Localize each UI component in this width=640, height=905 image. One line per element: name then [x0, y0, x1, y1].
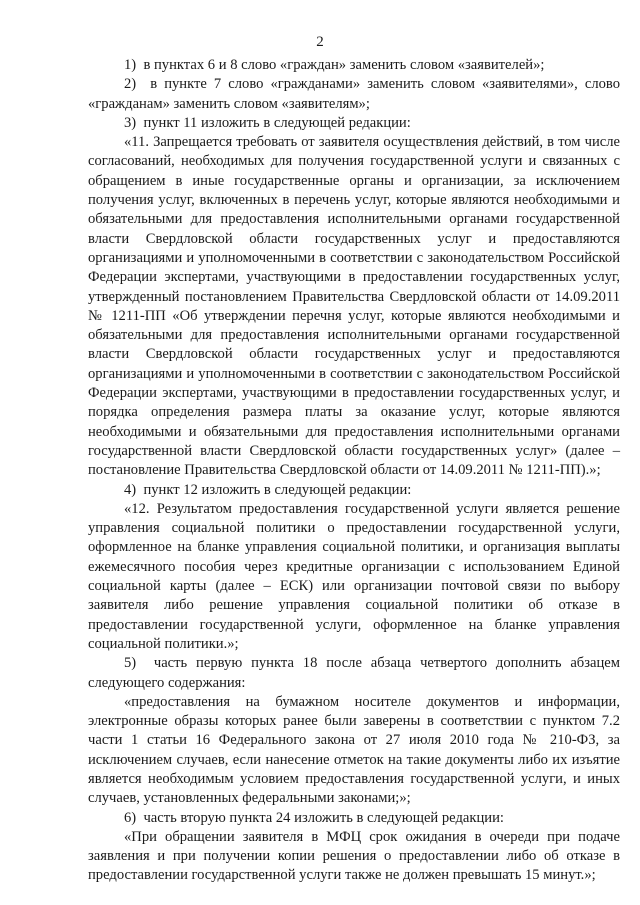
page-number: 2: [316, 34, 324, 50]
paragraph-clause-18-addition: «предоставления на бумажном носителе документов и информации, электронные образы которых ранее были заверены в соответствии с пунктом 7.2 части 1 статьи 16 Федерального закона от 27 июля 2010 года № 210-ФЗ, за исключением случаев, если нанесение отметок на такие документы либо их изъятие является необходимым условием предоставления государственной услуги, и иных случаев, установленных федеральными законами;»;: [88, 693, 620, 807]
paragraph-item-4: 4) пункт 12 изложить в следующей редакции:: [124, 481, 412, 498]
paragraph-item-1: 1) в пунктах 6 и 8 слово «граждан» заменить словом «заявителей»;: [124, 57, 545, 73]
paragraph-clause-12: «12. Результатом предоставления государственной услуги является решение управления социальной политики о предоставлении государственной услуги, оформленное на бланке управления социальной политики, и организация выплаты ежемесячного пособия через кредитные организации с использованием Единой социальной карты (далее – ЕСК) или организации почтовой связи по выбору заявителя либо решение управления социальной политики об отказе в предоставлении государственной услуги, оформленное на бланке управления социальной политики.»;: [88, 500, 620, 652]
paragraph-item-6: 6) часть вторую пункта 24 изложить в следующей редакции:: [124, 809, 504, 826]
paragraph-clause-24: «При обращении заявителя в МФЦ срок ожидания в очереди при подаче заявления и при получении копии решения о предоставлении либо об отказе в предоставлении государственной услуги также не должен превышать 15 минут.»;: [88, 828, 620, 884]
document-body: [88, 56, 620, 886]
paragraph-item-3: 3) пункт 11 изложить в следующей редакции:: [124, 114, 411, 131]
paragraph-item-2: 2) в пункте 7 слово «гражданами» заменить словом «заявителями», слово «гражданам» заменить словом «заявителям»;: [88, 76, 620, 112]
paragraph-item-5: 5) часть первую пункта 18 после абзаца четвертого дополнить абзацем следующего содержания:: [88, 655, 620, 691]
paragraph-clause-11: «11. Запрещается требовать от заявителя осуществления действий, в том числе согласований, необходимых для получения государственной услуги и связанных с обращением в иные государственные органы и организации, за исключением получения услуг, включенных в перечень услуг, которые являются необходимыми и обязательными для предоставления исполнительными органами государственной власти Свердловской области государственных услуг и предоставляются организациями и уполномоченными в соответствии с законодательством Российской Федерации экспертами, участвующими в предоставлении государственных услуг, утвержденный постановлением Правительства Свердловской области от 14.09.2011 № 1211-ПП «Об утверждении перечня услуг, которые являются необходимыми и обязательными для предоставления исполнительными органами государственной власти Свердловской области государственных услуг и предоставляются организациями и уполномоченными в соответствии с законодательством Российской Федерации экспертами, участвующими в предоставлении государственных услуг, и порядка определения размера платы за оказание услуг, которые являются необходимыми и обязательными для предоставления исполнительными органами государственной власти Свердловской области государственных услуг» (далее – постановление Правительства Свердловской области от 14.09.2011 № 1211-ПП).»;: [88, 134, 620, 479]
